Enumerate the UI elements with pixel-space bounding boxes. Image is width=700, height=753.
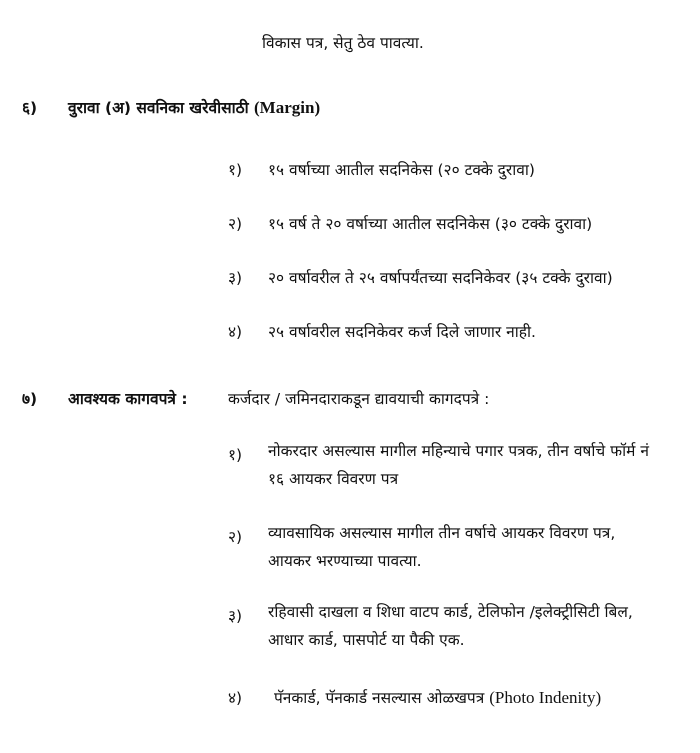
section6-item-1-text: १५ वर्षाच्या आतील सदनिकेस (२० टक्के दुरावा)	[268, 161, 535, 179]
section7-item-1-marker: १)	[228, 446, 243, 464]
section7-number: ७)	[22, 390, 38, 408]
section7-item-4-text: पॅनकार्ड, पॅनकार्ड नसल्यास ओळखपत्र	[274, 689, 485, 707]
section6-item-3-text: २० वर्षावरील ते २५ वर्षापर्यंतच्या सदनिकेवर (३५ टक्के दुरावा)	[268, 269, 613, 287]
section7-item-4	[274, 686, 601, 708]
section6-heading-latin: (Margin)	[254, 98, 321, 117]
section6-item-2-marker: २)	[228, 215, 243, 233]
intro-line: विकास पत्र, सेतु ठेव पावत्या.	[262, 34, 424, 52]
section6-number: ६)	[22, 99, 38, 117]
section7-item-2	[268, 519, 673, 575]
section6-heading	[68, 96, 320, 118]
section7-item-3-line2: आधार कार्ड, पासपोर्ट या पैकी एक.	[268, 631, 465, 649]
section7-item-3-marker: ३)	[228, 607, 243, 625]
section7-item-1	[268, 437, 673, 493]
section7-item-2-line1: व्यावसायिक असल्यास मागील तीन वर्षाचे आयकर विवरण पत्र,	[268, 524, 616, 542]
section7-item-2-line2: आयकर भरण्याच्या पावत्या.	[268, 552, 422, 570]
section7-heading: आवश्यक कागवपत्रे :	[68, 390, 188, 408]
section6-item-2-text: १५ वर्ष ते २० वर्षाच्या आतील सदनिकेस (३० टक्के दुरावा)	[268, 215, 593, 233]
section7-subtitle: कर्जदार / जमिनदाराकडून द्यावयाची कागदपत्रे :	[228, 390, 490, 408]
section7-item-1-line2: १६ आयकर विवरण पत्र	[268, 470, 399, 488]
section7-item-2-marker: २)	[228, 528, 243, 546]
section6-item-1-marker: १)	[228, 161, 243, 179]
section7-item-4-marker: ४)	[228, 689, 243, 707]
section7-item-1-line1: नोकरदार असल्यास मागील महिन्याचे पगार पत्रक, तीन वर्षाचे फॉर्म नं	[268, 442, 649, 460]
section6-item-4-marker: ४)	[228, 323, 243, 341]
section7-item-3	[268, 598, 673, 654]
section7-item-4-latin: (Photo Indenity)	[489, 688, 602, 707]
section6-item-3-marker: ३)	[228, 269, 243, 287]
section6-item-4-text: २५ वर्षावरील सदनिकेवर कर्ज दिले जाणार नाही.	[268, 323, 536, 341]
section6-heading-text: वुरावा (अ) सवनिका खरेवीसाठी	[68, 99, 249, 117]
section7-item-3-line1: रहिवासी दाखला व शिधा वाटप कार्ड, टेलिफोन /इलेक्ट्रीसिटी बिल,	[268, 603, 633, 621]
